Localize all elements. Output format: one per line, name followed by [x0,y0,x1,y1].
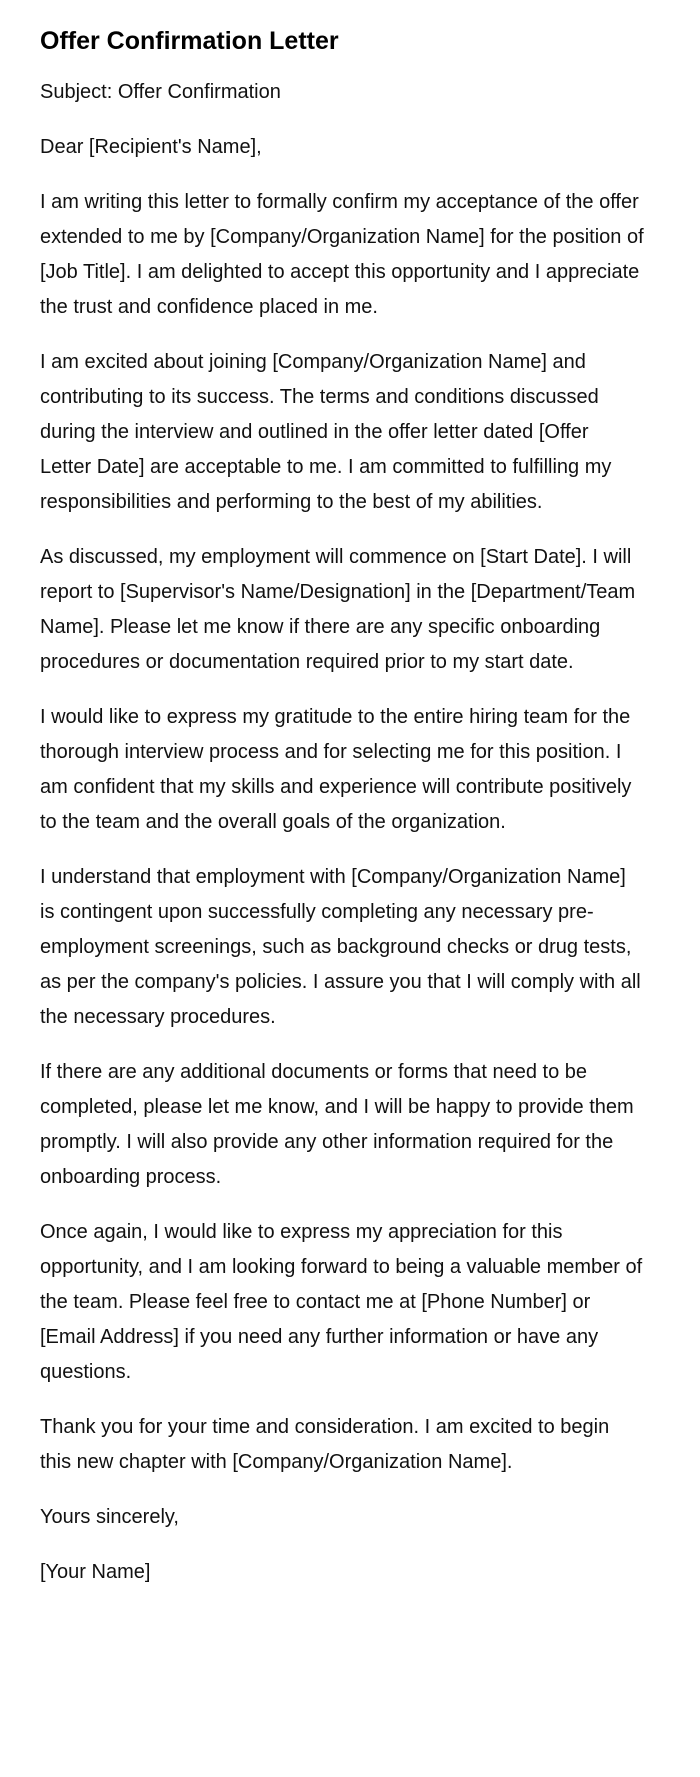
letter-body [40,22,644,1590]
body-paragraph-2: I am excited about joining [Company/Organization Name] and contributing to its success. The terms and conditions discussed during the interview and outlined in the offer letter dated [Offer Letter Date] are acceptable to me. I am committed to fulfilling my responsibilities and performing to the best of my abilities. [40,351,612,513]
subject-line: Subject: Offer Confirmation [40,81,281,103]
body-paragraph-8: Thank you for your time and consideration. I am excited to begin this new chapter with [Company/Organization Name]. [40,1416,610,1473]
body-paragraph-1: I am writing this letter to formally confirm my acceptance of the offer extended to me by [Company/Organization Name] for the position of [Job Title]. I am delighted to accept this opportunity and I appreciate the trust and confidence placed in me. [40,191,644,318]
body-paragraph-6: If there are any additional documents or forms that need to be completed, please let me know, and I will be happy to provide them promptly. I will also provide any other information required for the onboarding process. [40,1061,634,1188]
body-paragraph-3: As discussed, my employment will commence on [Start Date]. I will report to [Supervisor's Name/Designation] in the [Department/Team Name]. Please let me know if there are any specific onboarding procedures or documentation required prior to my start date. [40,546,636,673]
body-paragraph-5: I understand that employment with [Company/Organization Name] is contingent upon successfully completing any necessary pre-employment screenings, such as background checks or drug tests, as per the company's policies. I assure you that I will comply with all the necessary procedures. [40,866,641,1028]
letter-title: Offer Confirmation Letter [40,27,339,55]
body-paragraph-7: Once again, I would like to express my appreciation for this opportunity, and I am looking forward to being a valuable member of the team. Please feel free to contact me at [Phone Number] or [Email Address] if you need any further information or have any questions. [40,1221,643,1383]
body-paragraph-4: I would like to express my gratitude to the entire hiring team for the thorough interview process and for selecting me for this position. I am confident that my skills and experience will contribute positively to the team and the overall goals of the organization. [40,706,632,833]
salutation: Dear [Recipient's Name], [40,136,262,158]
closing-line: Yours sincerely, [40,1506,179,1528]
signature-name: [Your Name] [40,1561,151,1583]
